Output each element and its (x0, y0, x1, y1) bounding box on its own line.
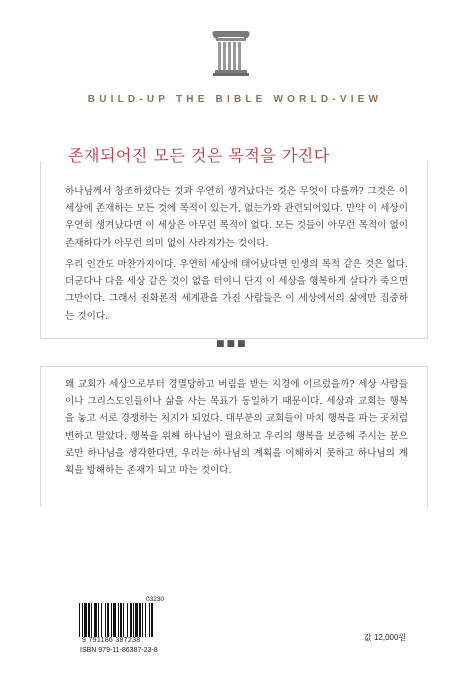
isbn-barcode (79, 603, 175, 637)
barcode-bar (105, 603, 106, 637)
barcode-bar (139, 603, 141, 637)
barcode-bar (118, 603, 119, 637)
barcode-bar (107, 603, 109, 637)
barcode-bar (133, 603, 134, 637)
barcode-bar (111, 603, 112, 637)
barcode-bar (151, 603, 153, 637)
barcode-bar (127, 603, 128, 637)
barcode-bar (142, 603, 143, 637)
barcode-bar (91, 603, 92, 637)
series-tagline: BUILD-UP THE BIBLE WORLD-VIEW (87, 94, 383, 105)
paragraph-1: 하나님께서 창조하셨다는 것과 우연히 생겨났다는 것은 무엇이 다를까? 그것은 이 세상에 존재하는 모든 것에 목적이 있는가, 없는가와 관련되어있다. 만약 이 세상이 우연히 생겨났다면 이 세상은 아무런 목적이 없다. 모든 것들이 아무런 목적이 없이 존재하다가 아무런 의미 없이 사라져가는 것이다. (65, 186, 408, 249)
book-title: 존재되어진 모든 것은 목적을 가진다 (68, 146, 330, 165)
barcode-bar (135, 603, 138, 637)
ionic-column-icon (209, 28, 253, 78)
barcode-bar (94, 603, 97, 637)
barcode-bar (113, 603, 116, 637)
barcode-bar (120, 603, 122, 637)
barcode-bar (123, 603, 124, 637)
barcode-digits: 9 791186 387238 (82, 637, 141, 644)
barcode-bar (130, 603, 132, 637)
barcode-bar (79, 603, 80, 637)
isbn-number: ISBN 979-11-86387-23-8 (80, 647, 158, 654)
barcode-bar (145, 603, 146, 637)
barcode-bar (84, 603, 87, 637)
barcode-bar (98, 603, 99, 637)
barcode-addon-number: 03230 (146, 596, 165, 603)
barcode-bar (149, 603, 150, 637)
barcode-bar (82, 603, 83, 637)
barcode-bar (88, 603, 90, 637)
paragraph-2: 우리 인간도 마찬가지이다. 우연히 세상에 태어났다면 인생의 목적 같은 것은 없다. 더군다나 다음 세상 같은 것이 없을 터이니 단지 이 세상을 행복하게 살다가 죽으면 그만이다. 그래서 진화론적 세계관을 가진 사람들은 이 세상에서의 삶에만 집중하는 것이다. (65, 259, 408, 322)
barcode-bar (101, 603, 102, 637)
section-divider: ■■■ (216, 339, 248, 349)
price-label: 값 12,000원 (364, 633, 407, 642)
paragraph-3: 왜 교회가 세상으로부터 경멸당하고 버림을 받는 지경에 이르렀을까? 세상 사람들이나 그리스도인들이나 삶을 사는 목표가 동일하기 때문이다. 세상과 교회는 행복을 놓고 서로 경쟁하는 처지가 되었다. 대부분의 교회들이 마치 행복을 파는 곳처럼 변하고 말았다. 행복을 위해 하나님이 필요하고 우리의 행복을 보증해 주시는 분으로만 하나님을 생각한다면, 우리는 하나님의 계획을 이해하지 못하고 하나님의 계획을 방해하는 존재가 되고 마는 것이다. (65, 379, 408, 477)
